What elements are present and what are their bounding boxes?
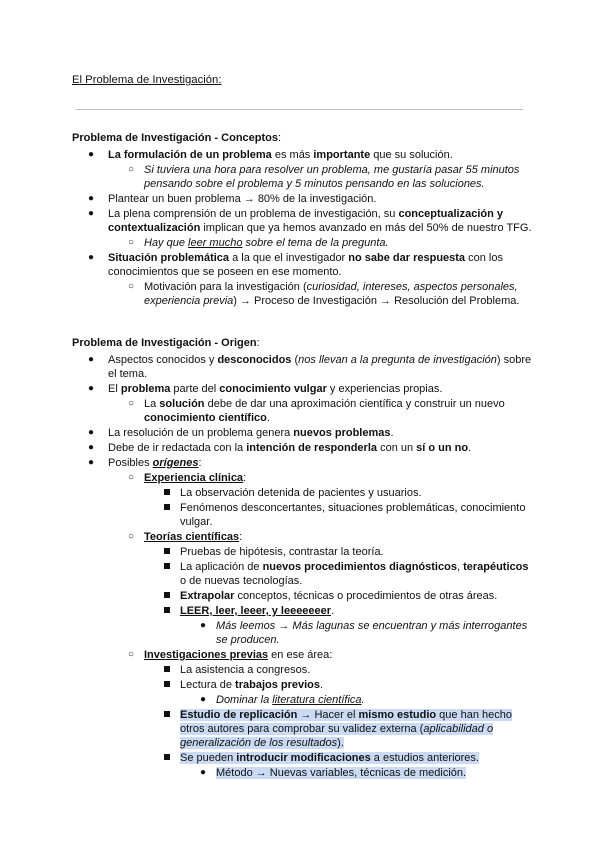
hollow-bullet-icon: ○ <box>128 237 135 248</box>
bullet-icon: ● <box>88 252 95 263</box>
list-item: Lectura de trabajos previos. <box>72 678 532 692</box>
list-item: LEER, leer, leeer, y leeeeeeer. <box>72 604 532 618</box>
section-conceptos <box>72 131 532 309</box>
hollow-bullet-icon: ○ <box>128 649 135 660</box>
list-item: Fenómenos desconcertantes, situaciones problemáticas, conocimiento vulgar. <box>72 501 532 529</box>
list-item: ○ Motivación para la investigación (curiosidad, intereses, aspectos personales, experiencia previa) → Proceso de Investigación → Resolución del Problema. <box>128 281 520 307</box>
list-item: La observación detenida de pacientes y usuarios. <box>72 486 532 500</box>
bullet-icon: ● <box>88 383 95 394</box>
list-item-highlighted: Estudio de replicación → Hacer el mismo estudio que han hecho otros autores para comprobar su validez externa (aplicabilidad o generalización de los resultados). <box>72 708 532 750</box>
list-item: Extrapolar conceptos, técnicas o procedimientos de otras áreas. <box>72 589 532 603</box>
square-bullet-icon <box>164 589 170 603</box>
bullet-icon: ● <box>200 767 207 778</box>
list-item: La aplicación de nuevos procedimientos diagnósticos, terapéuticos o de nuevas tecnologías. <box>72 560 532 588</box>
bullet-icon: ● <box>88 149 95 160</box>
concepts-list <box>72 148 532 308</box>
list-item: ● Plantear un buen problema → 80% de la investigación. <box>88 193 377 205</box>
hollow-bullet-icon: ○ <box>128 281 135 292</box>
hollow-bullet-icon: ○ <box>128 531 135 542</box>
list-item: ● La formulación de un problema es más importante que su solución. <box>88 149 453 161</box>
bullet-icon: ● <box>88 208 95 219</box>
list-item: ● La plena comprensión de un problema de investigación, su conceptualización y contextualización implican que ya hemos avanzado en más del 50% de nuestro TFG. <box>88 208 532 234</box>
document-title: El Problema de Investigación: <box>72 74 222 86</box>
list-item: ● Posibles orígenes: <box>88 457 202 469</box>
bullet-icon: ● <box>88 193 95 204</box>
list-item: ○ Hay que leer mucho sobre el tema de la pregunta. <box>128 237 389 249</box>
list-item: ○ Investigaciones previas en ese área: <box>128 649 333 661</box>
section-heading-origen: Problema de Investigación - Origen: <box>72 337 260 349</box>
list-item: ● Debe de ir redactada con la intención de responderla con un sí o un no. <box>88 442 472 454</box>
list-item: ● Más leemos → Más lagunas se encuentran y más interrogantes se producen. <box>200 620 528 646</box>
bullet-icon: ● <box>200 620 207 631</box>
list-item: ○ Si tuviera una hora para resolver un problema, me gustaría pasar 55 minutos pensando sobre el problema y 5 minutos pensando en las soluciones. <box>128 164 520 190</box>
list-item: ● Dominar la literatura científica. <box>200 694 365 706</box>
list-item: ● El problema parte del conocimiento vulgar y experiencias propias. <box>88 383 443 395</box>
section-origen <box>72 336 532 781</box>
bullet-icon: ● <box>88 457 95 468</box>
list-item: ● Situación problemática a la que el investigador no sabe dar respuesta con los conocimientos que se poseen en ese momento. <box>88 252 503 278</box>
square-bullet-icon <box>164 545 170 559</box>
square-bullet-icon <box>164 486 170 500</box>
hollow-bullet-icon: ○ <box>128 472 135 483</box>
section-heading-conceptos: Problema de Investigación - Conceptos: <box>72 132 282 144</box>
list-item-highlighted: Se pueden introducir modificaciones a estudios anteriores. <box>72 751 532 765</box>
horizontal-rule <box>76 109 523 110</box>
square-bullet-icon <box>164 501 170 515</box>
bullet-icon: ● <box>88 354 95 365</box>
bullet-icon: ● <box>200 694 207 705</box>
list-item: ○ Experiencia clínica: <box>128 472 247 484</box>
list-item: Pruebas de hipótesis, contrastar la teoría. <box>72 545 532 559</box>
square-bullet-icon <box>164 708 170 722</box>
square-bullet-icon <box>164 751 170 765</box>
origin-list <box>72 353 532 780</box>
list-item: ○ La solución debe de dar una aproximación científica y construir un nuevo conocimiento científico. <box>128 398 505 424</box>
list-item: ○ Teorías científicas: <box>128 531 243 543</box>
square-bullet-icon <box>164 678 170 692</box>
list-item: ● La resolución de un problema genera nuevos problemas. <box>88 427 394 439</box>
list-item: La asistencia a congresos. <box>72 663 532 677</box>
hollow-bullet-icon: ○ <box>128 164 135 175</box>
bullet-icon: ● <box>88 442 95 453</box>
list-item: ● Aspectos conocidos y desconocidos (nos llevan a la pregunta de investigación) sobre el tema. <box>88 354 532 380</box>
square-bullet-icon <box>164 560 170 574</box>
square-bullet-icon <box>164 663 170 677</box>
list-item-highlighted: ● Método → Nuevas variables, técnicas de medición. <box>200 767 467 779</box>
square-bullet-icon <box>164 604 170 618</box>
bullet-icon: ● <box>88 427 95 438</box>
hollow-bullet-icon: ○ <box>128 398 135 409</box>
